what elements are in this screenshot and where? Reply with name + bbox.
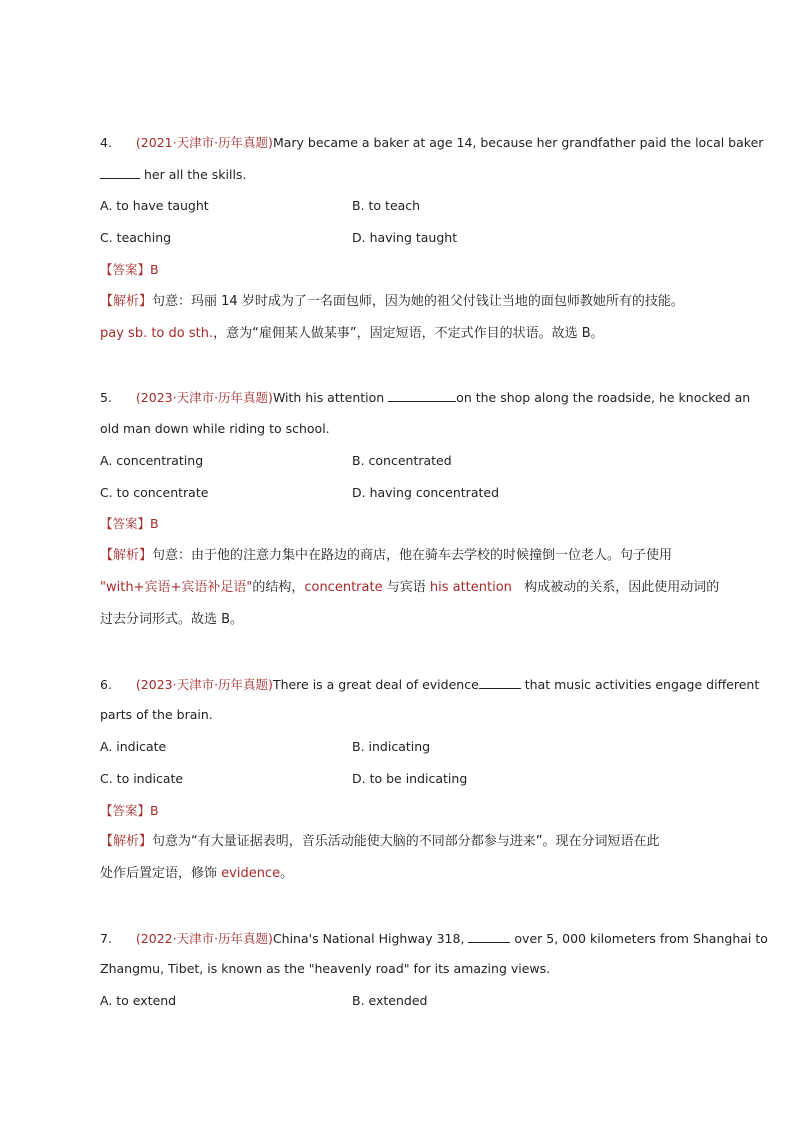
- option-b: B. indicating: [352, 739, 431, 754]
- analysis-line1: [100, 834, 660, 850]
- analysis-text: 处作后置定语，修饰: [100, 866, 222, 881]
- question-7-stem-line1: [100, 930, 768, 947]
- option-b: B. concentrated: [352, 453, 452, 468]
- question-stem-cont: Zhangmu, Tibet, is known as the "heavenly road" for its amazing views.: [100, 961, 551, 976]
- question-stem: There is a great deal of evidence: [272, 677, 479, 692]
- question-number: 6.: [100, 677, 112, 692]
- question-source: (2023·天津市·历年真题): [135, 677, 273, 692]
- answer-blank: [100, 166, 140, 179]
- answer-value: B: [150, 803, 159, 818]
- answer-line: [100, 262, 159, 278]
- answer-line: [100, 803, 159, 819]
- question-number: 5.: [100, 390, 112, 405]
- question-stem-cont: over 5, 000 kilometers from Shanghai to: [510, 931, 768, 946]
- question-source: (2023·天津市·历年真题): [135, 390, 273, 405]
- question-6-stem-line2: [100, 707, 213, 723]
- option-a: A. to have taught: [100, 198, 209, 213]
- answer-label: 【答案】: [100, 803, 151, 818]
- analysis-line1: [100, 294, 684, 310]
- option-c: C. teaching: [100, 230, 172, 245]
- question-stem-cont: her all the skills.: [140, 167, 247, 182]
- question-stem: China's National Highway 318,: [272, 931, 469, 946]
- analysis-line2: [100, 866, 293, 882]
- analysis-label: 【解析】: [100, 294, 153, 309]
- analysis-text: 与宾语: [382, 580, 430, 595]
- option-a: A. concentrating: [100, 453, 204, 468]
- answer-label: 【答案】: [100, 516, 151, 531]
- analysis-highlight: "with+宾语+宾语补足语": [100, 580, 253, 595]
- analysis-text: 句意为“有大量证据表明，音乐活动能使大脑的不同部分都参与进来”。现在分词短语在此: [152, 834, 660, 849]
- answer-blank: [468, 930, 510, 943]
- question-stem-cont: that music activities engage different: [520, 677, 760, 692]
- option-b: B. to teach: [352, 198, 421, 213]
- analysis-text: 句意：玛丽 14 岁时成为了一名面包师，因为她的祖父付钱让当地的面包师教她所有的技能。: [152, 294, 684, 309]
- analysis-highlight: pay sb. to do sth.: [100, 326, 214, 341]
- analysis-line3: [100, 612, 243, 628]
- analysis-text: 。: [280, 866, 294, 881]
- question-number: 7.: [100, 931, 112, 946]
- analysis-line2: [100, 326, 604, 342]
- question-5-stem-line2: [100, 421, 330, 437]
- question-stem-cont: on the shop along the roadside, he knocked an: [456, 390, 751, 405]
- analysis-highlight: evidence: [221, 866, 281, 881]
- option-d: D. having concentrated: [352, 485, 500, 500]
- option-a: A. indicate: [100, 739, 167, 754]
- option-d: D. to be indicating: [352, 771, 468, 786]
- question-6-stem-line1: [100, 676, 759, 693]
- question-4-stem-line1: [100, 135, 763, 151]
- question-stem-cont: old man down while riding to school.: [100, 421, 330, 436]
- option-b: B. extended: [352, 993, 428, 1008]
- analysis-label: 【解析】: [100, 548, 153, 563]
- option-c: C. to indicate: [100, 771, 184, 786]
- analysis-text: 句意：由于他的注意力集中在路边的商店，他在骑车去学校的时候撞倒一位老人。句子使用: [152, 548, 673, 563]
- analysis-text: 构成被动的关系，因此使用动词的: [511, 580, 720, 595]
- option-a: A. to extend: [100, 993, 177, 1008]
- answer-line: [100, 516, 159, 532]
- analysis-label: 【解析】: [100, 834, 153, 849]
- question-source: (2021·天津市·历年真题): [135, 135, 273, 150]
- analysis-text: 的结构，: [252, 580, 305, 595]
- question-5-stem-line1: [100, 389, 750, 406]
- analysis-highlight: his attention: [429, 580, 512, 595]
- option-d: D. having taught: [352, 230, 458, 245]
- answer-value: B: [150, 516, 159, 531]
- analysis-text: 过去分词形式。故选 B。: [100, 612, 244, 627]
- analysis-line1: [100, 548, 672, 564]
- question-stem: Mary became a baker at age 14, because her grandfather paid the local baker: [272, 135, 764, 150]
- analysis-text: ，意为“雇佣某人做某事”，固定短语，不定式作目的状语。故选 B。: [213, 326, 604, 341]
- question-number: 4.: [100, 135, 112, 150]
- question-stem-cont: parts of the brain.: [100, 707, 213, 722]
- answer-blank: [388, 389, 456, 402]
- answer-blank: [479, 676, 521, 689]
- question-7-stem-line2: [100, 961, 550, 977]
- question-4-stem-line2: [100, 166, 246, 183]
- answer-label: 【答案】: [100, 262, 151, 277]
- analysis-highlight: concentrate: [304, 580, 383, 595]
- question-stem: With his attention: [272, 390, 389, 405]
- question-source: (2022·天津市·历年真题): [135, 931, 273, 946]
- option-c: C. to concentrate: [100, 485, 209, 500]
- analysis-line2: [100, 580, 719, 596]
- answer-value: B: [150, 262, 159, 277]
